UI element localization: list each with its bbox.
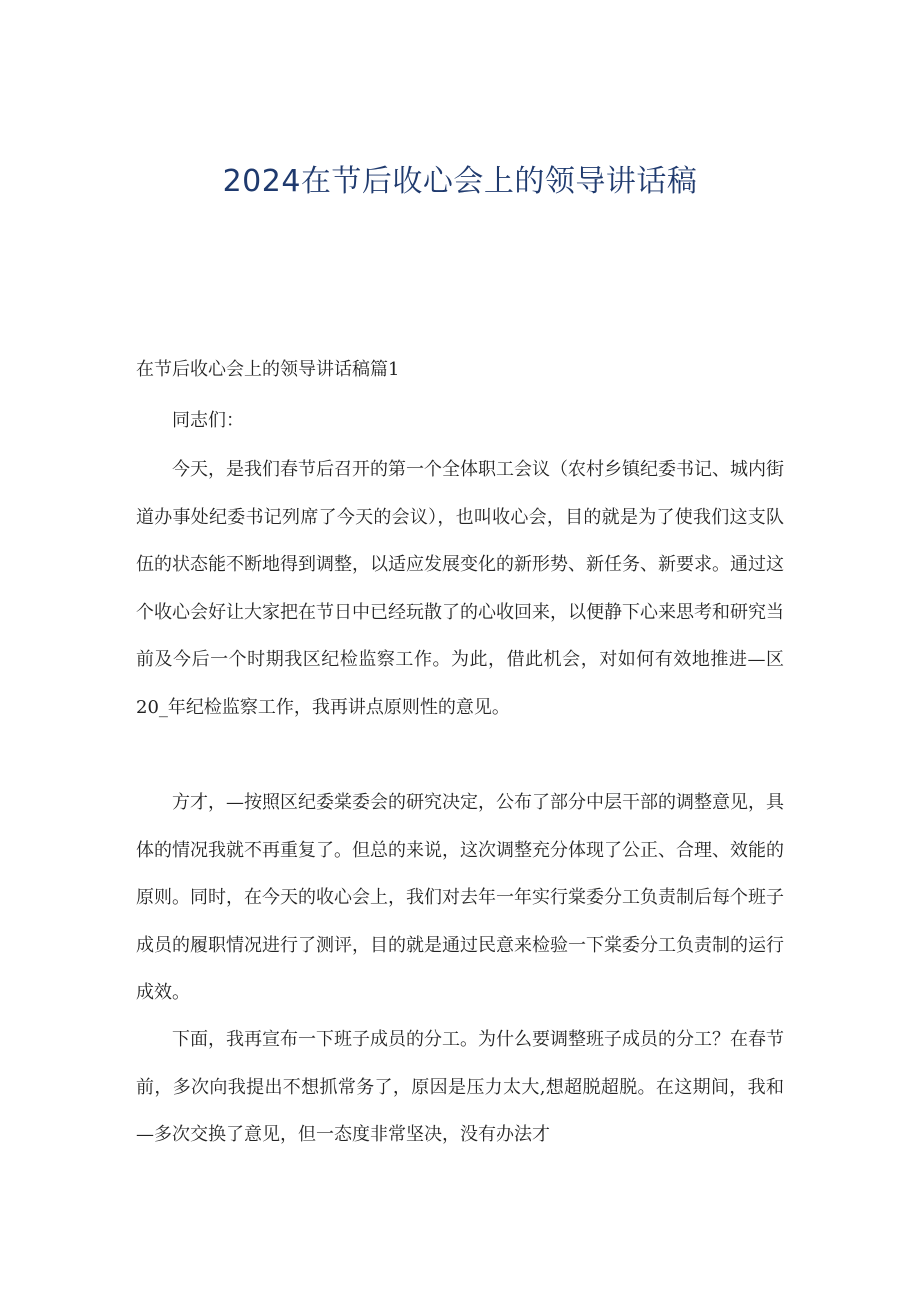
section-heading: 在节后收心会上的领导讲话稿篇1 [136,359,400,380]
paragraph: 下面，我再宣布一下班子成员的分工。为什么要调整班子成员的分工？在春节前，多次向我提出不想抓常务了，原因是压力太大,想超脱超脱。在这期间，我和—多次交换了意见，但一态度非常坚决，没有办法才 [136,1029,784,1145]
paragraph: 今天，是我们春节后召开的第一个全体职工会议（农村乡镇纪委书记、城内街道办事处纪委书记列席了今天的会议），也叫收心会，目的就是为了使我们这支队伍的状态能不断地得到调整，以适应发展变化的新形势、新任务、新要求。通过这个收心会好让大家把在节日中已经玩散了的心收回来，以便静下心来思考和研究当前及今后一个时期我区纪检监察工作。为此，借此机会，对如何有效地推进—区20_年纪检监察工作，我再讲点原则性的意见。 [136,459,784,718]
paragraph: 方才，—按照区纪委棠委会的研究决定，公布了部分中层干部的调整意见，具体的情况我就不再重复了。但总的来说，这次调整充分体现了公正、合理、效能的原则。同时，在今天的收心会上，我们对去年一年实行棠委分工负责制后每个班子成员的履职情况进行了测评，目的就是通过民意来检验一下棠委分工负责制的运行成效。 [136,792,784,1003]
greeting: 同志们： [172,410,244,431]
document-title: 2024在节后收心会上的领导讲话稿 [222,164,698,199]
